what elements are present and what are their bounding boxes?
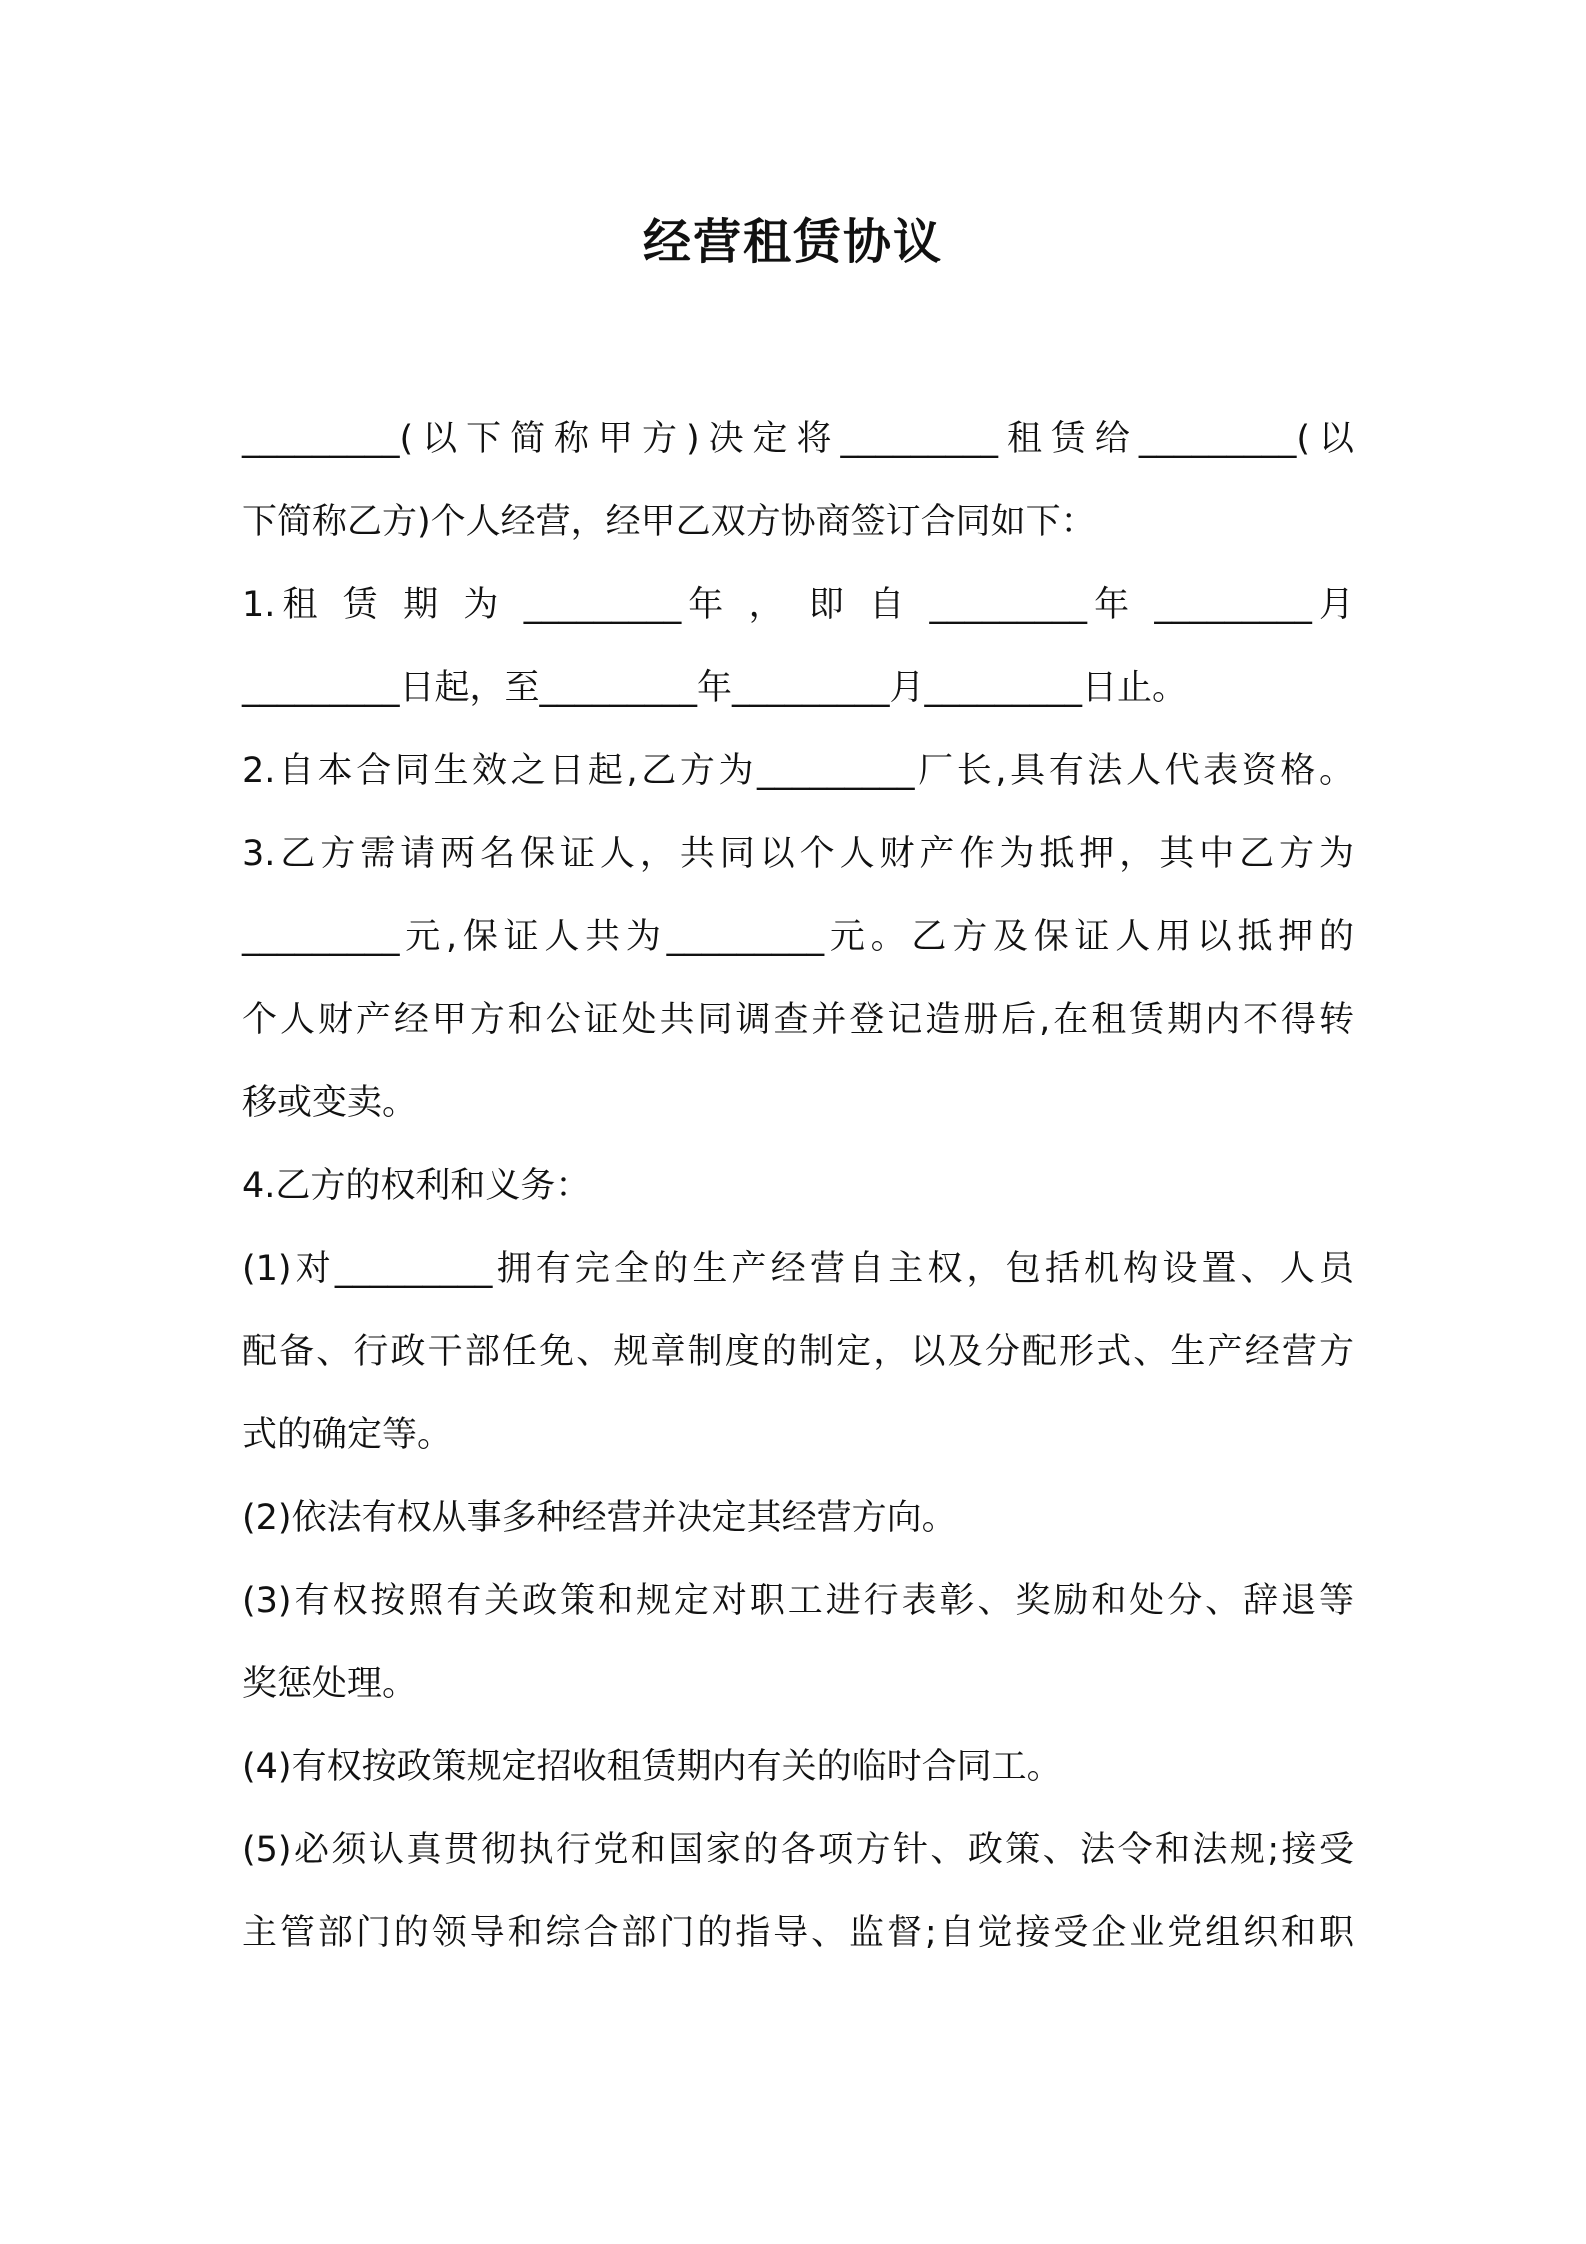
document-body xyxy=(242,398,1354,1975)
body-line: _________元,保证人共为_________元。乙方及保证人用以抵押的 xyxy=(242,917,1354,957)
body-line: 2.自本合同生效之日起,乙方为_________厂长,具有法人代表资格。 xyxy=(242,751,1354,791)
body-line: (1)对_________拥有完全的生产经营自主权，包括机构设置、人员 xyxy=(242,1249,1354,1289)
body-line: (5)必须认真贯彻执行党和国家的各项方针、政策、法令和法规;接受 xyxy=(242,1830,1354,1870)
body-line: (4)有权按政策规定招收租赁期内有关的临时合同工。 xyxy=(242,1747,1062,1787)
document-title: 经营租赁协议 xyxy=(642,214,943,270)
body-line: 4.乙方的权利和义务： xyxy=(242,1166,591,1206)
body-line: 配备、行政干部任免、规章制度的制定，以及分配形式、生产经营方 xyxy=(242,1332,1354,1372)
body-line: 3.乙方需请两名保证人，共同以个人财产作为抵押，其中乙方为 xyxy=(242,834,1354,874)
body-line: _________日起，至_________年_________月_________日止。 xyxy=(242,668,1188,708)
body-line: _________(以下简称甲方)决定将_________租赁给_________(以 xyxy=(242,419,1354,459)
body-line: (2)依法有权从事多种经营并决定其经营方向。 xyxy=(242,1498,957,1538)
body-line: 1.租 赁 期 为 _________年 ， 即 自 _________年 _________月 xyxy=(242,585,1354,625)
body-line: 式的确定等。 xyxy=(242,1415,453,1455)
body-line: 下简称乙方)个人经营，经甲乙双方协商签订合同如下： xyxy=(242,502,1096,542)
body-line: (3)有权按照有关政策和规定对职工进行表彰、奖励和处分、辞退等 xyxy=(242,1581,1354,1621)
body-line: 移或变卖。 xyxy=(242,1083,418,1123)
body-line: 个人财产经甲方和公证处共同调查并登记造册后,在租赁期内不得转 xyxy=(242,1000,1354,1040)
body-line: 奖惩处理。 xyxy=(242,1664,418,1704)
body-line: 主管部门的领导和综合部门的指导、监督;自觉接受企业党组织和职 xyxy=(242,1913,1354,1953)
